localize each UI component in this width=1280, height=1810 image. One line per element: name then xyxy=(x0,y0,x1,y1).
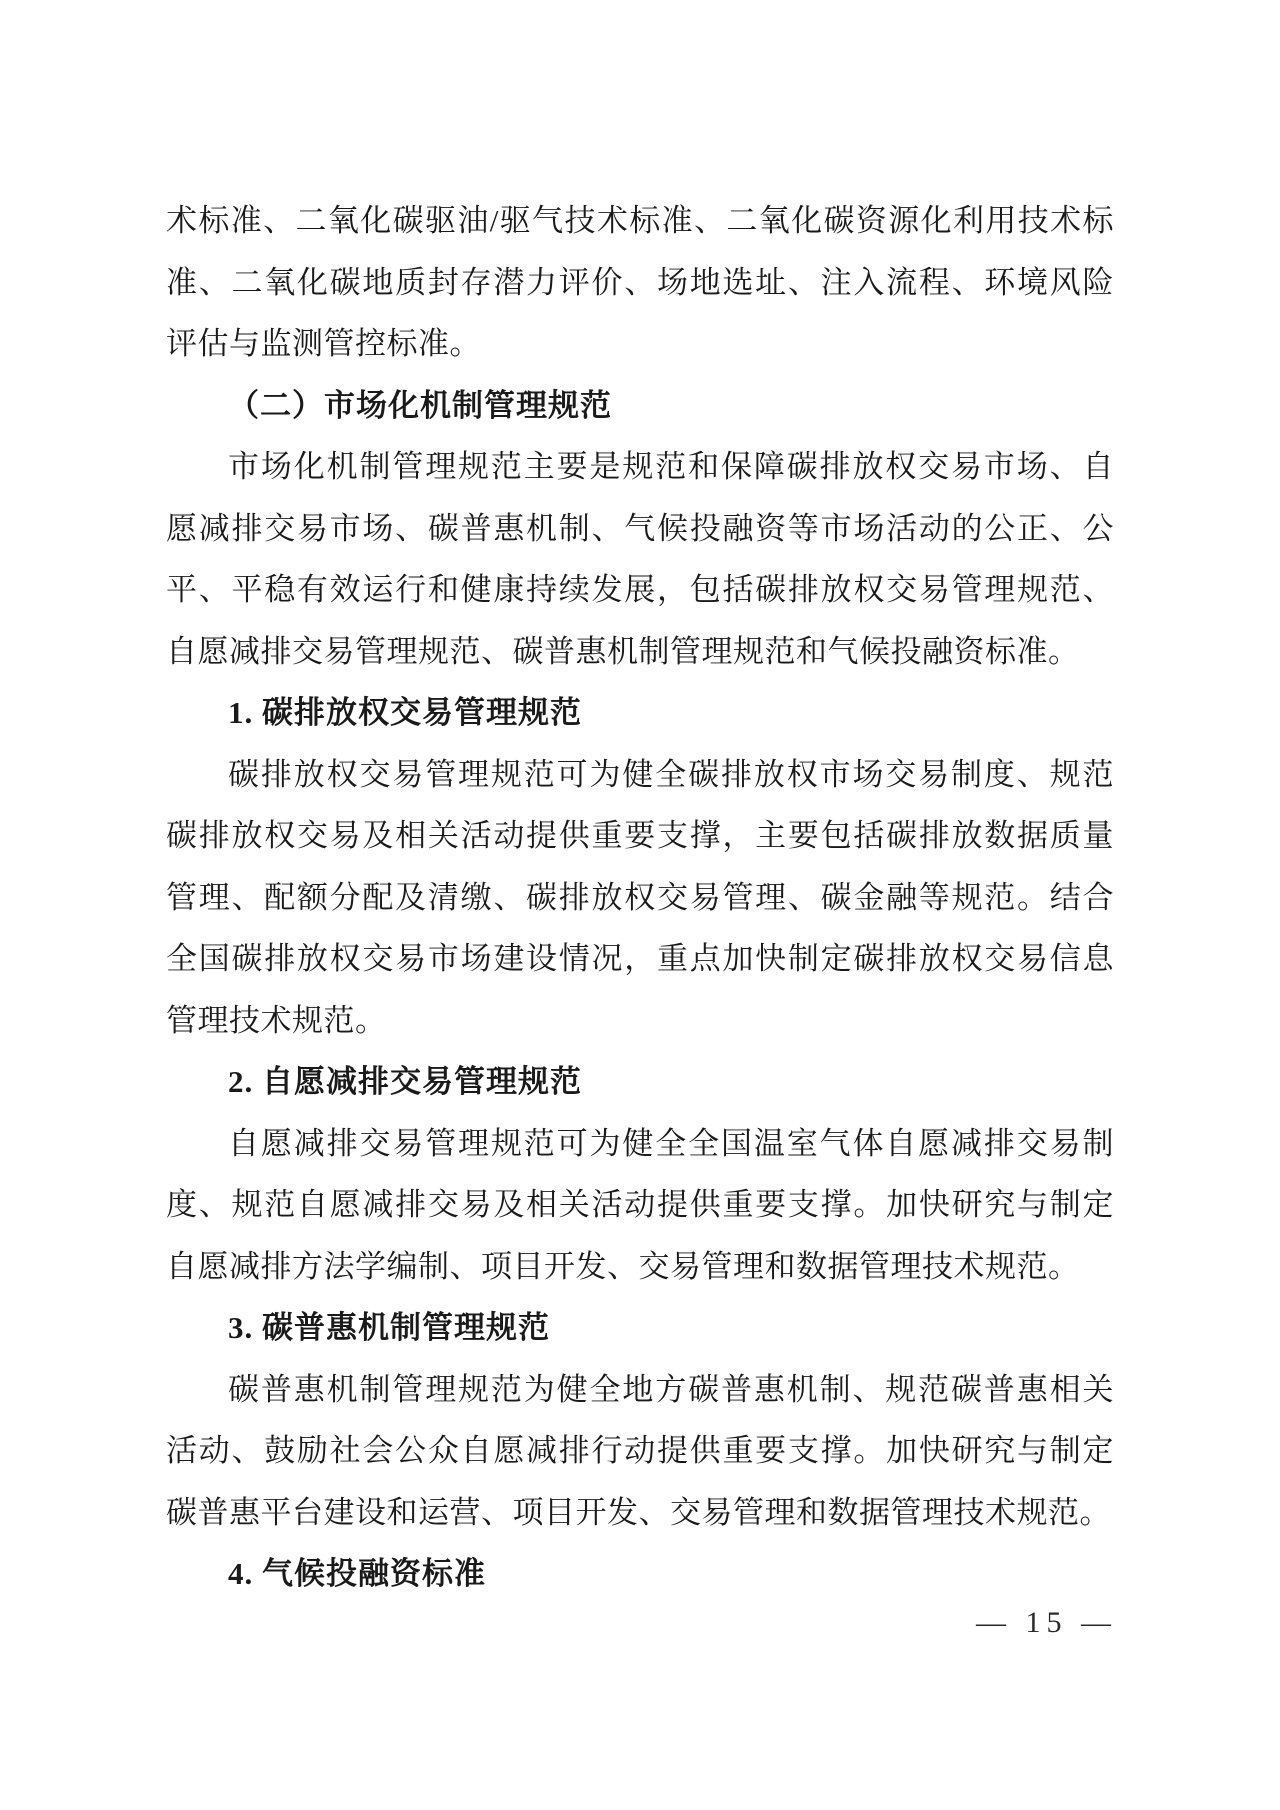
text-line: 碳普惠平台建设和运营、项目开发、交易管理和数据管理技术规范。 xyxy=(166,1494,1111,1530)
heading-text: 1. 碳排放权交易管理规范 xyxy=(228,695,582,730)
heading-text: 2. 自愿减排交易管理规范 xyxy=(228,1064,582,1099)
section-heading xyxy=(166,682,1114,744)
text-line: 碳普惠机制管理规范为健全地方碳普惠机制、规范碳普惠相关 xyxy=(228,1371,1114,1407)
body-paragraph xyxy=(166,1359,1114,1544)
section-heading xyxy=(166,1297,1114,1359)
text-line: 愿减排交易市场、碳普惠机制、气候投融资等市场活动的公正、公 xyxy=(166,510,1114,546)
text-line: 全国碳排放权交易市场建设情况，重点加快制定碳排放权交易信息 xyxy=(166,941,1114,976)
body-paragraph xyxy=(166,744,1114,1052)
section-heading xyxy=(166,1543,1114,1605)
text-line: 准、二氧化碳地质封存潜力评价、场地选址、注入流程、环境风险 xyxy=(166,264,1114,300)
text-line: 自愿减排交易管理规范、碳普惠机制管理规范和气候投融资标准。 xyxy=(166,633,1080,669)
document-body xyxy=(166,190,1114,1605)
body-paragraph xyxy=(166,436,1114,682)
text-line: 管理、配额分配及清缴、碳排放权交易管理、碳金融等规范。结合 xyxy=(166,879,1114,915)
text-line: 术标准、二氧化碳驱油/驱气技术标准、二氧化碳资源化利用技术标 xyxy=(166,203,1114,238)
text-line: 碳排放权交易及相关活动提供重要支撑，主要包括碳排放数据质量 xyxy=(166,818,1114,853)
page-number: — 15 — xyxy=(976,1606,1117,1639)
section-heading xyxy=(166,375,1114,437)
section-heading xyxy=(166,1051,1114,1113)
text-line: 平、平稳有效运行和健康持续发展，包括碳排放权交易管理规范、 xyxy=(166,572,1114,607)
heading-text: 4. 气候投融资标准 xyxy=(228,1556,486,1591)
text-line: 自愿减排方法学编制、项目开发、交易管理和数据管理技术规范。 xyxy=(166,1248,1080,1284)
text-line: 市场化机制管理规范主要是规范和保障碳排放权交易市场、自 xyxy=(228,449,1114,484)
body-paragraph xyxy=(166,190,1114,375)
text-line: 自愿减排交易管理规范可为健全全国温室气体自愿减排交易制 xyxy=(228,1125,1114,1161)
text-line: 碳排放权交易管理规范可为健全碳排放权市场交易制度、规范 xyxy=(228,756,1114,792)
text-line: 评估与监测管控标准。 xyxy=(166,326,481,361)
body-paragraph xyxy=(166,1113,1114,1298)
heading-text: 3. 碳普惠机制管理规范 xyxy=(228,1310,550,1345)
text-line: 管理技术规范。 xyxy=(166,1002,387,1038)
text-line: 活动、鼓励社会公众自愿减排行动提供重要支撑。加快研究与制定 xyxy=(166,1433,1114,1468)
heading-text: （二）市场化机制管理规范 xyxy=(228,387,612,423)
text-line: 度、规范自愿减排交易及相关活动提供重要支撑。加快研究与制定 xyxy=(166,1187,1114,1222)
